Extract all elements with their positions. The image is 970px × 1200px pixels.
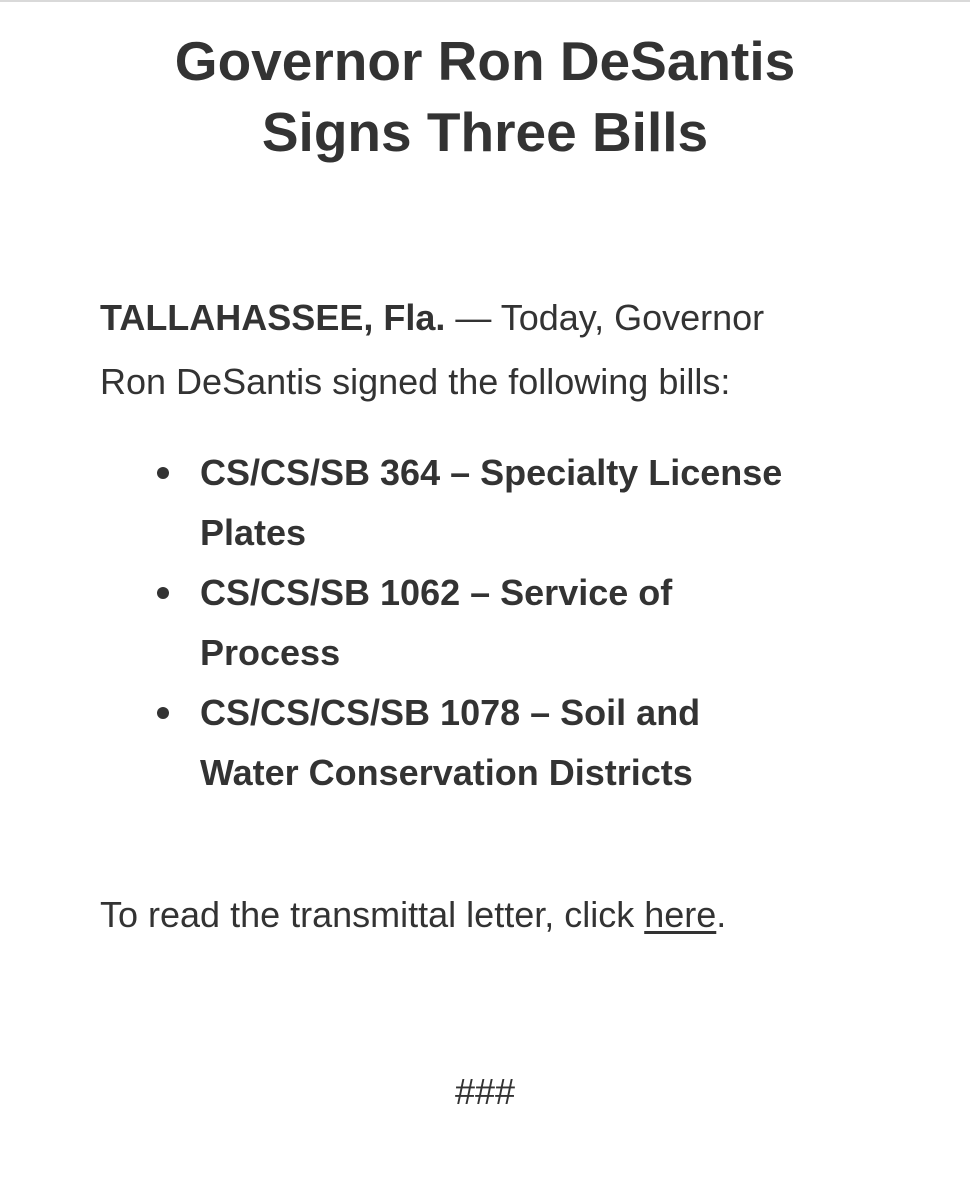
- bill-title-line-1: CS/CS/SB 364 – Specialty License: [200, 452, 783, 493]
- bullet-icon: [157, 707, 169, 719]
- bill-list: [200, 443, 900, 803]
- bill-title-line-2: Process: [200, 632, 341, 673]
- intro-text-1: — Today, Governor: [445, 297, 765, 338]
- bill-item: [200, 683, 900, 803]
- bullet-icon: [157, 467, 169, 479]
- intro-paragraph: [100, 286, 880, 414]
- transmittal-letter-link[interactable]: here: [644, 894, 717, 935]
- bullet-icon: [157, 587, 169, 599]
- title-line-1: Governor Ron DeSantis: [174, 30, 796, 92]
- intro-text-2: Ron DeSantis signed the following bills:: [100, 361, 731, 402]
- dateline: TALLAHASSEE, Fla.: [100, 297, 446, 338]
- page-title: [0, 26, 970, 168]
- bill-title-line-2: Plates: [200, 512, 307, 553]
- bill-title-line-2: Water Conservation Districts: [200, 752, 693, 793]
- closing-paragraph: [100, 883, 880, 947]
- bill-item: [200, 443, 900, 563]
- bill-title-line-1: CS/CS/SB 1062 – Service of: [200, 572, 673, 613]
- bill-title-line-1: CS/CS/CS/SB 1078 – Soil and: [200, 692, 701, 733]
- closing-text: To read the transmittal letter, click: [100, 894, 645, 935]
- bill-item: [200, 563, 900, 683]
- top-divider: [0, 0, 970, 2]
- closing-suffix: .: [716, 894, 727, 935]
- end-mark: ###: [454, 1071, 516, 1112]
- title-line-2: Signs Three Bills: [261, 101, 709, 163]
